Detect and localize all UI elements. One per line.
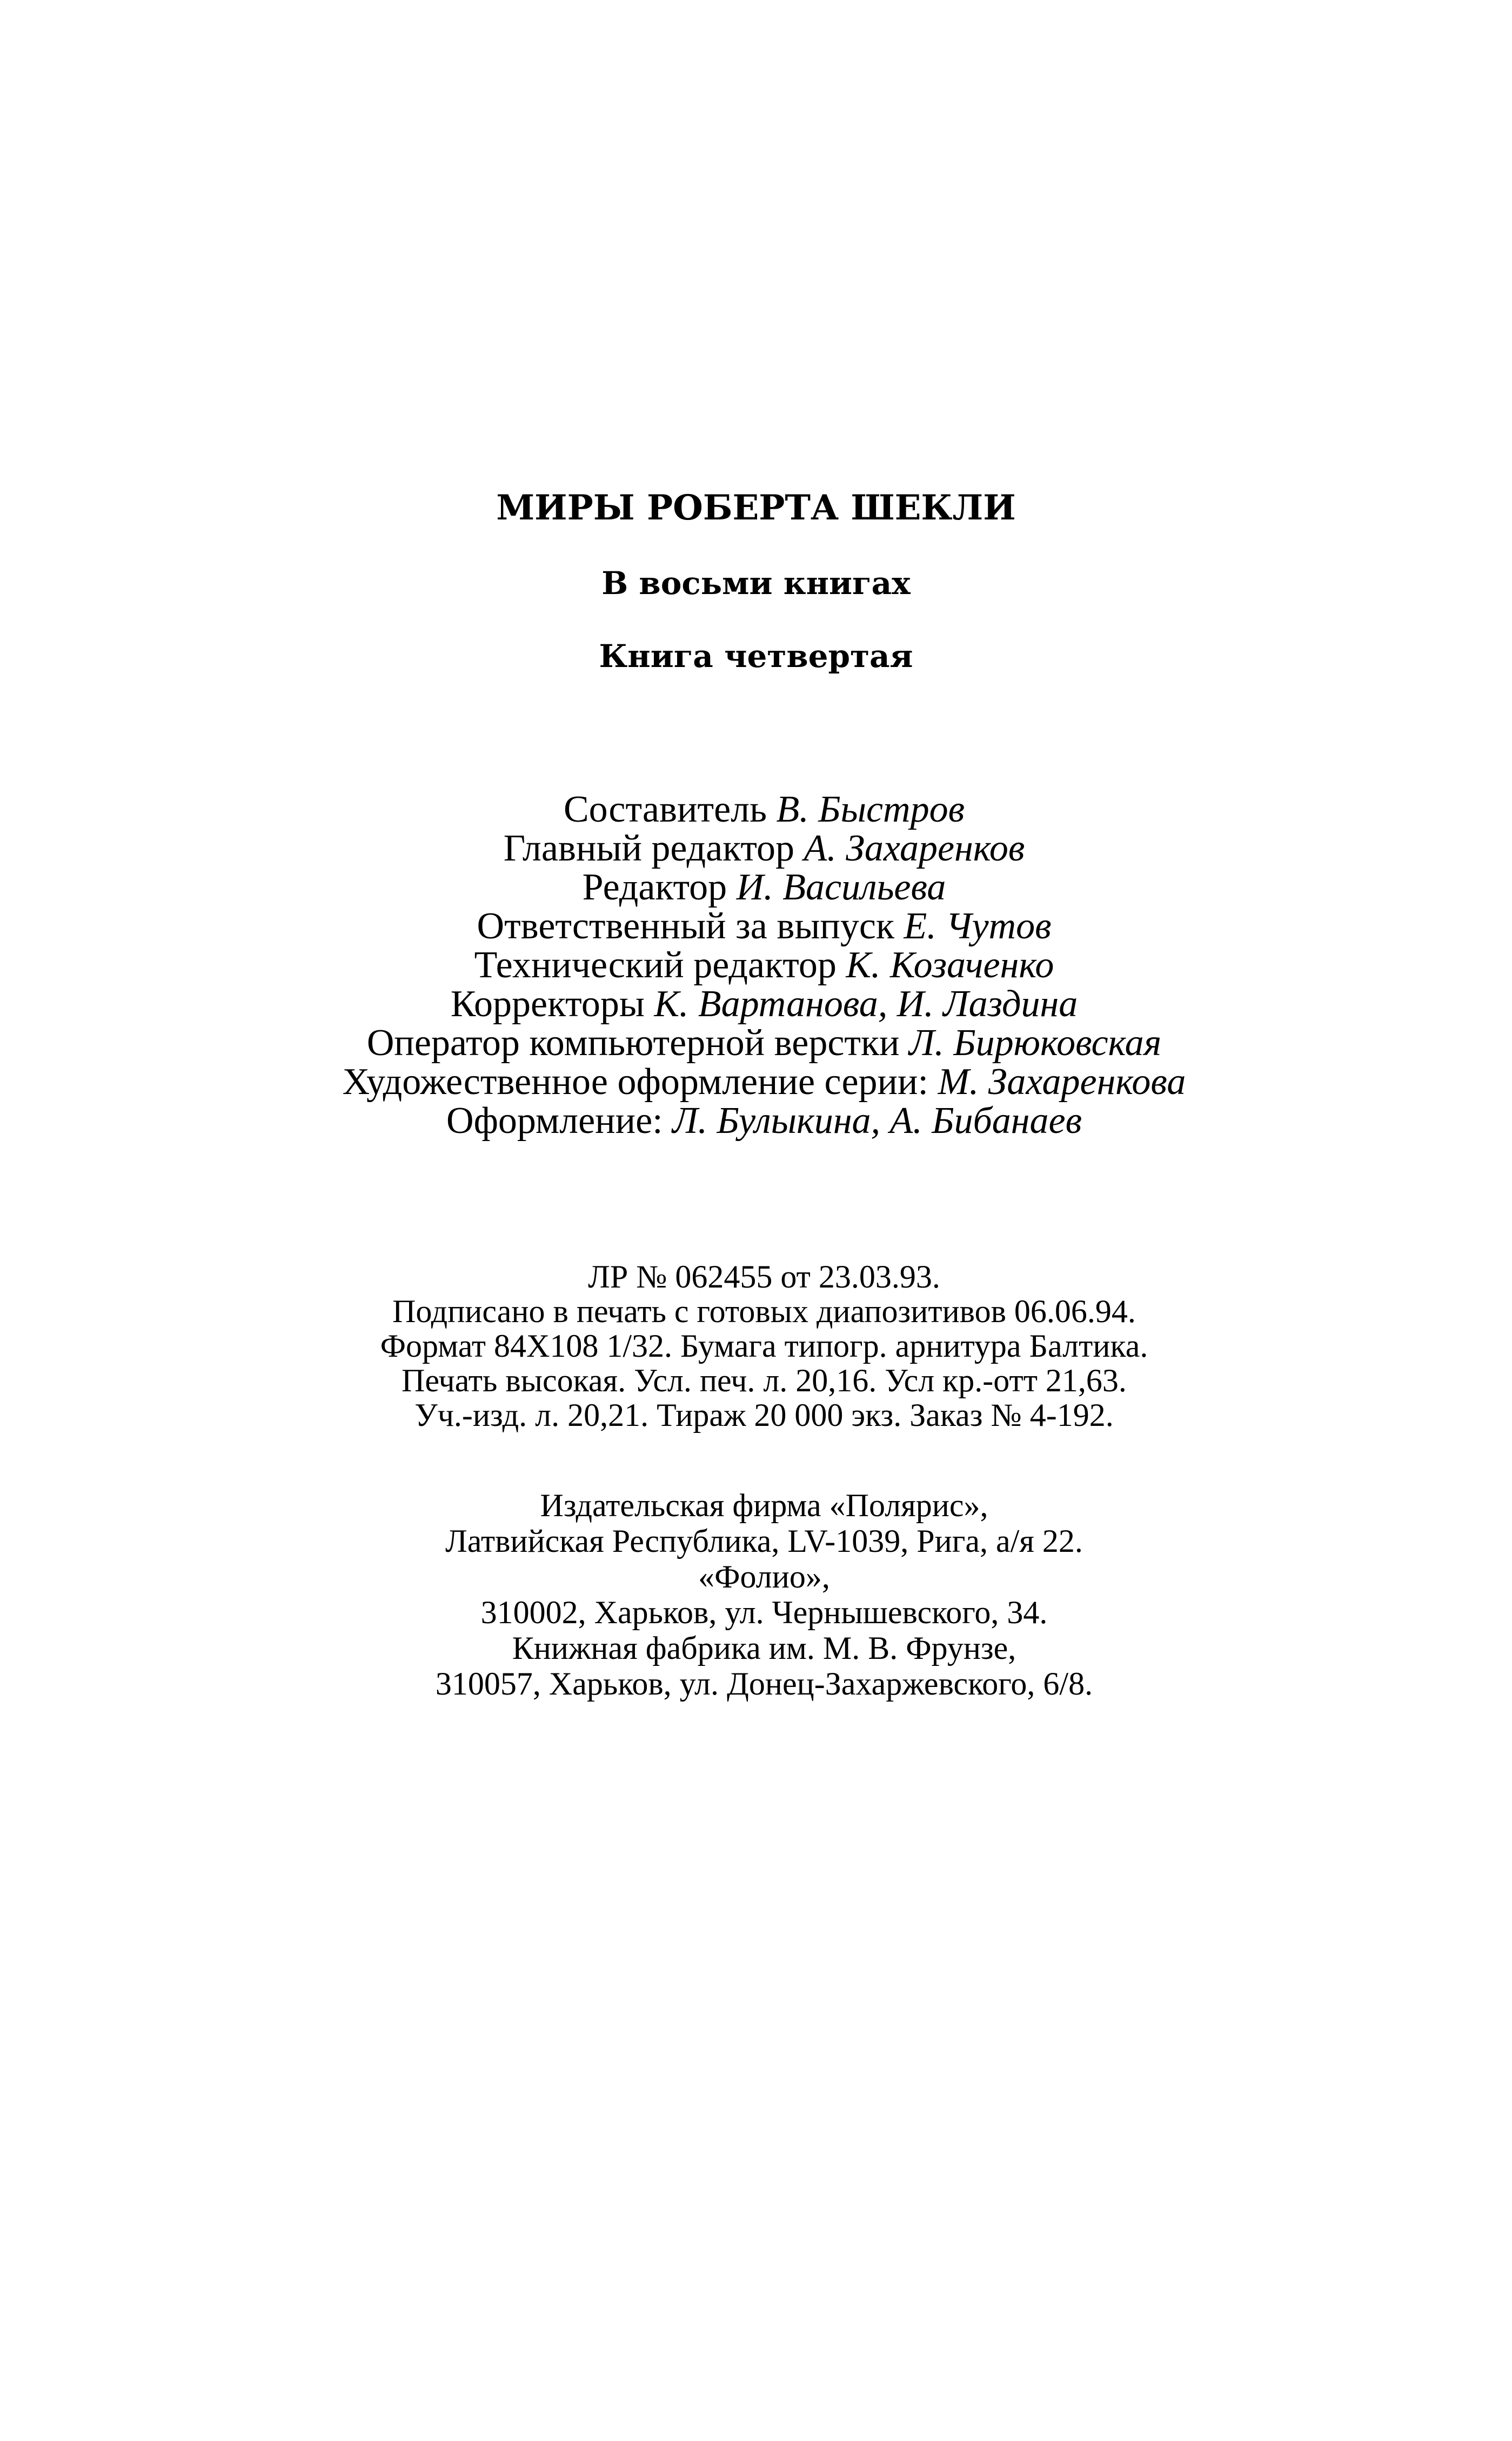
credit-name: А. Захаренков (804, 828, 1025, 869)
credit-line (8, 907, 1512, 946)
publisher-line: Издательская фирма «Полярис», (540, 1488, 988, 1523)
publisher-line: «Фолио», (698, 1559, 830, 1595)
credit-line (8, 829, 1512, 868)
credit-role: Технический редактор (474, 944, 837, 986)
credit-name: М. Захаренкова (938, 1061, 1186, 1103)
credit-line (8, 985, 1512, 1024)
publisher-line: Латвийская Республика, LV-1039, Рига, а/я 22. (445, 1523, 1083, 1559)
imprint-line: Формат 84Х108 1/32. Бумага типогр. арнитура Балтика. (380, 1328, 1148, 1364)
credit-role: Художественное оформление серии: (342, 1061, 928, 1103)
credit-name: К. Козаченко (846, 944, 1054, 986)
series-title: МИРЫ РОБЕРТА ШЕКЛИ (496, 488, 1016, 528)
publisher-line: Книжная фабрика им. М. В. Фрунзе, (512, 1630, 1016, 1666)
credit-role: Главный редактор (503, 828, 794, 869)
imprint-line: Печать высокая. Усл. печ. л. 20,16. Усл кр.-отт 21,63. (402, 1363, 1127, 1398)
book-number: Книга четвертая (599, 638, 913, 675)
credit-line (8, 790, 1512, 829)
credit-line (8, 868, 1512, 907)
credit-role: Составитель (563, 789, 767, 830)
credit-name: Е. Чутов (904, 905, 1052, 947)
publishers-block (8, 1488, 1512, 1702)
credit-name: И. Васильева (736, 866, 946, 908)
imprint-line: Уч.-изд. л. 20,21. Тираж 20 000 экз. Заказ № 4-192. (414, 1397, 1114, 1433)
publisher-line: 310002, Харьков, ул. Чернышевского, 34. (480, 1595, 1048, 1630)
series-subtitle: В восьми книгах (601, 565, 911, 602)
credit-role: Оператор компьютерной верстки (366, 1022, 900, 1064)
credit-name: К. Вартанова, И. Лаздина (654, 983, 1078, 1025)
credit-line (8, 1063, 1512, 1102)
credit-role: Оформление: (446, 1100, 663, 1142)
credit-role: Редактор (582, 866, 727, 908)
credit-name: Л. Бирюковская (908, 1022, 1162, 1064)
credit-name: В. Быстров (776, 789, 965, 830)
imprint-line: Подписано в печать с готовых диапозитивов 06.06.94. (392, 1293, 1136, 1329)
credit-line (8, 1024, 1512, 1063)
imprint-block (8, 1259, 1512, 1432)
publisher-line: 310057, Харьков, ул. Донец-Захаржевского, 6/8. (435, 1666, 1093, 1702)
credit-name: Л. Булыкина, А. Бибанаев (672, 1100, 1082, 1142)
credit-role: Корректоры (450, 983, 645, 1025)
imprint-line: ЛР № 062455 от 23.03.93. (588, 1259, 940, 1295)
credit-line (8, 946, 1512, 985)
credits-list (8, 790, 1512, 1141)
credit-role: Ответственный за выпуск (477, 905, 894, 947)
credit-line (8, 1102, 1512, 1141)
